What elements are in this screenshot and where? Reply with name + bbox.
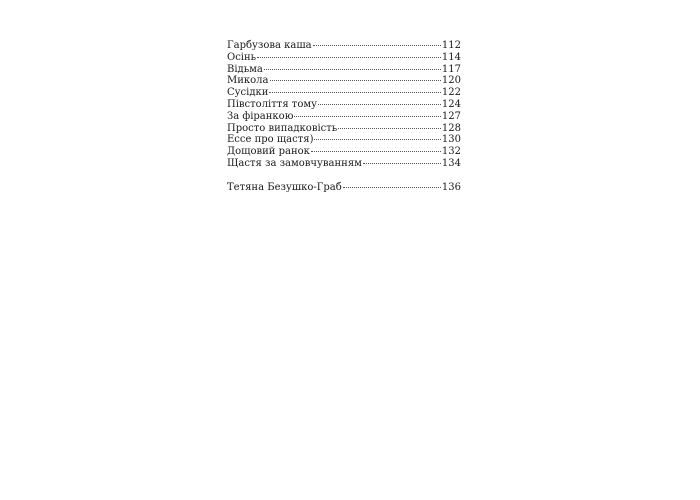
toc-dot-leader [313,45,441,46]
toc-entry-page: 128 [441,122,461,134]
toc-entry-title: Півстоліття тому [227,98,318,110]
toc-dot-leader [294,116,441,117]
toc-dot-leader [311,151,441,152]
toc-entry-title: Щастя за замовчуванням [227,157,362,169]
table-of-contents [227,40,461,193]
toc-entry [227,64,461,76]
toc-dot-leader [264,69,441,70]
toc-entry [227,123,461,135]
toc-author-name: Тетяна Безушко-Граб [227,181,342,193]
toc-entry-page: 120 [441,75,461,87]
toc-entry-page: 117 [441,63,461,75]
toc-dot-leader [257,57,441,58]
toc-entry-page: 124 [441,98,461,110]
toc-entry-page: 112 [441,40,461,51]
toc-entry-title: Осінь [227,51,257,63]
toc-dot-leader [269,92,441,93]
toc-entry-page: 122 [441,87,461,99]
toc-entry-page: 130 [441,134,461,146]
toc-entry-title: За фіранкою [227,110,294,122]
toc-dot-leader [343,187,441,188]
toc-entry [227,158,461,170]
toc-author-page: 136 [441,181,461,193]
toc-dot-leader [338,128,441,129]
toc-dot-leader [318,104,441,105]
toc-entry-page: 114 [441,51,461,63]
toc-entry-title: Дощовий ранок [227,146,310,158]
toc-entry-title: Сусідки [227,87,269,99]
toc-entry-page: 132 [441,146,461,158]
toc-entry [227,111,461,123]
toc-entry-page: 134 [441,157,461,169]
toc-entry [227,52,461,64]
toc-entry-title: Просто випадковість [227,122,338,134]
toc-author-entry [227,182,461,194]
toc-entry-page: 127 [441,110,461,122]
toc-entry [227,146,461,158]
toc-entry-title: Гарбузова каша [227,40,312,51]
toc-dot-leader [363,163,441,164]
toc-entry [227,40,461,52]
toc-entry-title: Відьма [227,63,263,75]
toc-entry [227,75,461,87]
toc-entry [227,87,461,99]
toc-dot-leader [270,80,441,81]
toc-entry-title: Микола [227,75,269,87]
toc-entry [227,99,461,111]
toc-dot-leader [314,139,440,140]
toc-entry [227,134,461,146]
toc-entry-title: Ессе про щастя) [227,134,314,146]
toc-section-gap [227,170,461,182]
